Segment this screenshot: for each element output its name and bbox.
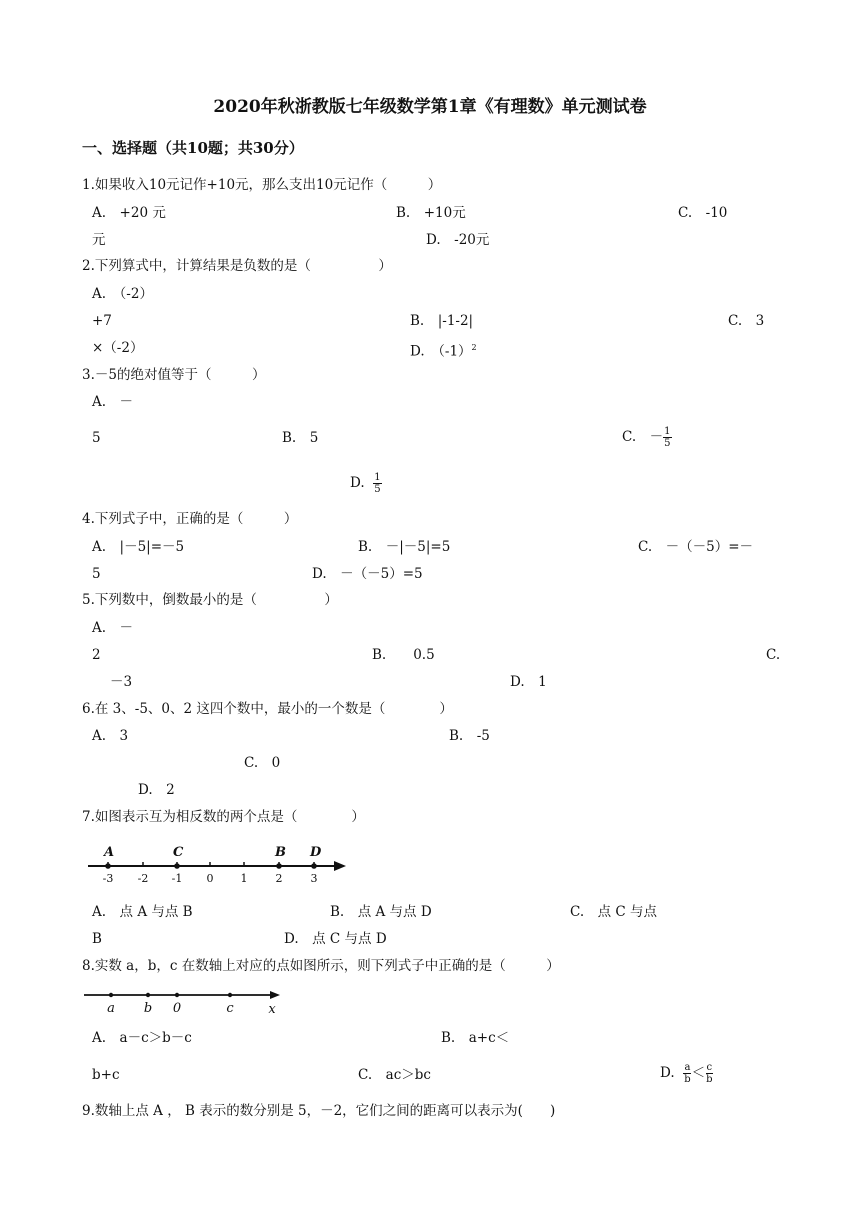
q7-option-a: A. 点 A 与点 B bbox=[92, 904, 193, 920]
q5-stem: 5.下列数中，倒数最小的是（ ） bbox=[82, 592, 338, 608]
section-heading: 一、选择题（共10题；共30分） bbox=[82, 139, 304, 157]
axis-arrow bbox=[270, 991, 280, 999]
point-label: D bbox=[310, 845, 322, 860]
q2-option-b: B. |-1-2| bbox=[410, 313, 474, 329]
q4-option-d: D. －（－5）=5 bbox=[312, 566, 423, 582]
axis-label: x bbox=[268, 1002, 276, 1017]
q3-option-a-cont: 5 bbox=[92, 430, 101, 446]
q1-option-b: B. +10元 bbox=[396, 205, 466, 221]
tick-label: -3 bbox=[102, 872, 114, 884]
q6-stem: 6.在 3、-5、0、2 这四个数中，最小的一个数是（ ） bbox=[82, 701, 453, 717]
q6-option-d: D. 2 bbox=[138, 782, 175, 798]
q2-option-c: C. 3 bbox=[728, 313, 765, 329]
q7-option-c: C. 点 C 与点 bbox=[570, 904, 658, 920]
q6-option-b: B. -5 bbox=[449, 728, 490, 744]
q3-option-b: B. 5 bbox=[282, 430, 319, 446]
q1-stem: 1.如果收入10元记作+10元，那么支出10元记作（ ） bbox=[82, 177, 442, 193]
q4-option-c: C. －（－5）=－ bbox=[638, 539, 754, 555]
q3-option-c: C. － $\frac{1}{5}$ bbox=[622, 426, 671, 449]
q4-stem: 4.下列式子中，正确的是（ ） bbox=[82, 511, 298, 527]
point-label: A bbox=[104, 845, 115, 860]
q7-stem: 7.如图表示互为相反数的两个点是（ ） bbox=[82, 809, 365, 825]
point-a bbox=[109, 993, 113, 997]
tick-label: -2 bbox=[137, 872, 149, 884]
q4-option-c-cont: 5 bbox=[92, 566, 101, 582]
point-C bbox=[174, 863, 180, 869]
page-title: 2020年秋浙教版七年级数学第1章《有理数》单元测试卷 bbox=[213, 97, 647, 117]
q7-option-d: D. 点 C 与点 D bbox=[284, 931, 387, 947]
tick-label: 3 bbox=[310, 872, 318, 884]
exponent: 2 bbox=[471, 343, 477, 352]
number-line-figure-q7 bbox=[82, 842, 352, 884]
q3-option-a: A. － bbox=[92, 394, 134, 410]
point-label: B bbox=[275, 845, 286, 860]
q7-option-c-cont: B bbox=[92, 931, 102, 947]
point-D bbox=[311, 863, 317, 869]
q1-option-a: A. +20 元 bbox=[92, 205, 166, 221]
tick-label: 1 bbox=[240, 872, 248, 884]
q5-option-c: C. bbox=[766, 647, 781, 663]
q8-stem: 8.实数 a，b，c 在数轴上对应的点如图所示，则下列式子中正确的是（ ） bbox=[82, 958, 560, 974]
q1-option-c: C. -10 bbox=[678, 205, 728, 221]
less-than-sign: ＜ bbox=[691, 1065, 706, 1081]
point-b bbox=[146, 993, 150, 997]
q4-option-b: B. －|－5|=5 bbox=[358, 539, 451, 555]
q2-option-a-cont: +7 bbox=[92, 313, 112, 329]
fraction: $\frac{a}{b}$ bbox=[684, 1062, 691, 1085]
q1-option-d: D. -20元 bbox=[426, 232, 490, 248]
q5-option-d: D. 1 bbox=[510, 674, 547, 690]
q3-stem: 3.－5的绝对值等于（ ） bbox=[82, 367, 266, 383]
tick-label: 2 bbox=[275, 872, 283, 884]
fraction: $\frac{1}{5}$ bbox=[374, 472, 381, 495]
tick-label: -1 bbox=[171, 872, 183, 884]
point-label: a bbox=[107, 1001, 115, 1016]
q8-option-a: A. a－c＞b－c bbox=[92, 1030, 192, 1046]
point-B bbox=[276, 863, 282, 869]
q1-option-c-cont: 元 bbox=[92, 232, 106, 248]
fraction: $\frac{1}{5}$ bbox=[664, 426, 671, 449]
point-A bbox=[105, 863, 111, 869]
fraction: $\frac{c}{b}$ bbox=[706, 1062, 713, 1085]
number-line-figure-q8 bbox=[82, 986, 287, 1018]
q2-option-c-cont: ×（-2） bbox=[92, 340, 144, 356]
q2-stem: 2.下列算式中，计算结果是负数的是（ ） bbox=[82, 258, 392, 274]
q8-option-b: B. a+c＜ bbox=[441, 1030, 510, 1046]
point-0 bbox=[175, 993, 179, 997]
point-label: b bbox=[143, 1001, 153, 1016]
tick-label: 0 bbox=[206, 872, 214, 884]
q5-option-a: A. － bbox=[92, 620, 134, 636]
q3-option-d: D. $\frac{1}{5}$ bbox=[350, 472, 381, 495]
q4-option-a: A. |－5|=－5 bbox=[92, 539, 185, 555]
q8-option-c: C. ac＞bc bbox=[358, 1067, 431, 1083]
q5-option-c-cont: －3 bbox=[110, 674, 133, 690]
point-label: C bbox=[173, 845, 184, 860]
point-c bbox=[228, 993, 232, 997]
q5-option-a-cont: 2 bbox=[92, 647, 101, 663]
axis-arrow bbox=[334, 861, 346, 871]
q9-stem: 9.数轴上点 A ， B 表示的数分别是 5，－2，它们之间的距离可以表示为( ) bbox=[82, 1103, 556, 1119]
q8-option-d: D. $\frac{a}{b}$ ＜ $\frac{c}{b}$ bbox=[660, 1062, 713, 1085]
q6-option-c: C. 0 bbox=[244, 755, 281, 771]
q6-option-a: A. 3 bbox=[92, 728, 129, 744]
q7-option-b: B. 点 A 与点 D bbox=[330, 904, 432, 920]
point-label: 0 bbox=[172, 1001, 182, 1016]
q2-option-a: A. （-2） bbox=[92, 286, 153, 302]
q5-option-b: B. 0.5 bbox=[372, 647, 435, 663]
q8-option-b-cont: b+c bbox=[92, 1067, 120, 1083]
point-label: c bbox=[226, 1001, 234, 1016]
q2-option-d: D. $(-1)^2$ bbox=[410, 343, 477, 360]
